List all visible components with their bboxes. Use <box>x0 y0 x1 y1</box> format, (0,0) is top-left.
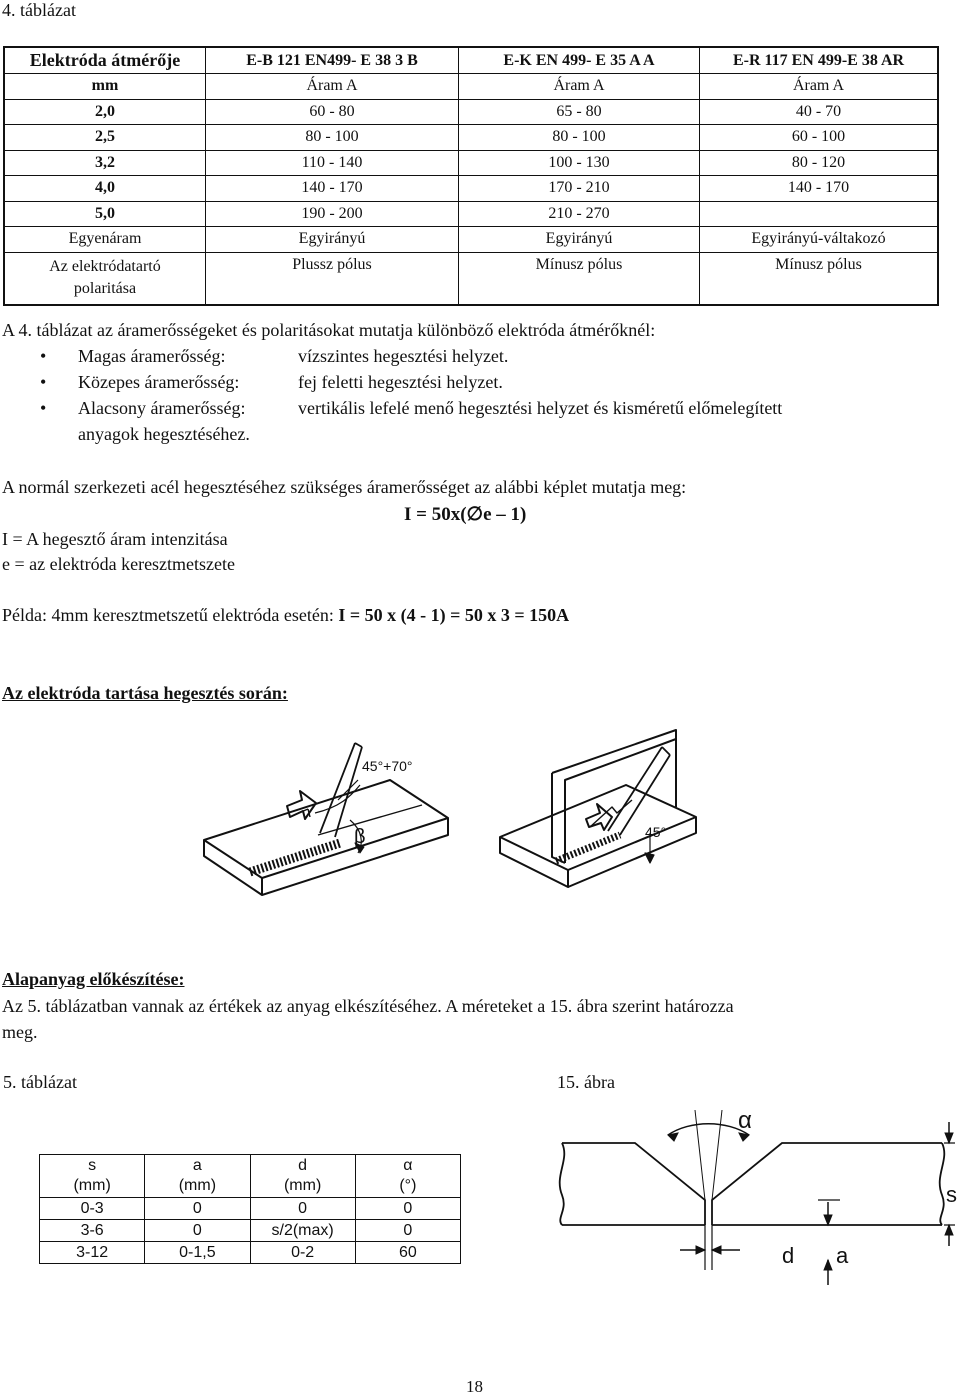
table4-cell: mm <box>4 74 206 100</box>
table4-cell: Mínusz pólus <box>459 252 700 305</box>
table4-cell: 40 - 70 <box>700 99 939 125</box>
table5-cell: 0 <box>355 1198 460 1220</box>
table5-cell: 0 <box>250 1198 355 1220</box>
table4-cell: Mínusz pólus <box>775 255 862 273</box>
prep-text-line1: Az 5. táblázatban vannak az értékek az anyag elkészítéséhez. A méreteket a 15. ábra szerint határozza <box>2 996 734 1016</box>
header-symbol: a <box>192 1157 202 1174</box>
formula-intro: A normál szerkezeti acél hegesztéséhez szükséges áramerősséget az alábbi képlet mutatja meg: <box>2 477 687 497</box>
table4-caption: 4. táblázat <box>2 0 76 20</box>
prep-text-line2: meg. <box>2 1022 38 1042</box>
angle-label-beta: β <box>354 826 366 848</box>
bullet-label: Magas áramerősség: <box>78 346 226 366</box>
bullet-dot: • <box>40 372 47 392</box>
table4-cell: 170 - 210 <box>459 176 700 202</box>
table5-caption: 5. táblázat <box>3 1072 77 1092</box>
header-symbol: s <box>88 1157 97 1174</box>
bullet-value: vertikális lefelé menő hegesztési helyzet és kisméretű előmelegített <box>298 398 783 418</box>
table5-cell: s/2(max) <box>250 1220 355 1242</box>
table5-cell: 3-6 <box>40 1220 145 1242</box>
header-unit: (°) <box>399 1177 417 1194</box>
table4-cell: 110 - 140 <box>206 150 459 176</box>
welding-figures <box>190 725 710 925</box>
fig15-label-s: s <box>946 1182 957 1207</box>
section-heading-prep: Alapanyag előkészítése: <box>2 969 185 989</box>
table5-header <box>355 1155 460 1198</box>
page-number: 18 <box>466 1377 483 1396</box>
table4-cell: 65 - 80 <box>459 99 700 125</box>
definition-i: I = A hegesztő áram intenzitása <box>2 529 228 549</box>
bullet-label: Közepes áramerősség: <box>78 372 240 392</box>
table5-cell: 0-2 <box>250 1242 355 1264</box>
table-row <box>40 1242 461 1264</box>
figure15-v-groove <box>550 1100 960 1300</box>
table4-cell: 2,0 <box>4 99 206 125</box>
example-calculation: I = 50 x (4 - 1) = 50 x 3 = 150A <box>338 605 570 625</box>
table4-cell <box>4 252 206 305</box>
table4-cell: 60 - 100 <box>700 125 939 151</box>
table-row <box>4 201 938 227</box>
formula: I = 50x(∅e – 1) <box>404 504 527 525</box>
table4-cell: Egyirányú-váltakozó <box>700 227 939 253</box>
table4-cell <box>700 201 939 227</box>
table-row <box>4 227 938 253</box>
table-row <box>40 1220 461 1242</box>
table5 <box>39 1154 461 1264</box>
table4-cell: 2,5 <box>4 125 206 151</box>
example-line <box>2 605 569 626</box>
table-row <box>4 176 938 202</box>
table4-cell: 5,0 <box>4 201 206 227</box>
table4-cell: 80 - 100 <box>206 125 459 151</box>
header-unit: (mm) <box>178 1177 217 1194</box>
table5-cell: 0 <box>355 1220 460 1242</box>
bullet-value: fej feletti hegesztési helyzet. <box>298 372 503 392</box>
table4-cell: 210 - 270 <box>459 201 700 227</box>
table5-cell: 0 <box>145 1220 250 1242</box>
table5-cell: 0-1,5 <box>145 1242 250 1264</box>
table4-cell: Egyirányú <box>206 227 459 253</box>
table5-cell: 0-3 <box>40 1198 145 1220</box>
t-joint-drawing <box>500 730 696 887</box>
bullet-value: vízszintes hegesztési helyzet. <box>298 346 509 366</box>
table4 <box>3 46 939 306</box>
table4-cell: 190 - 200 <box>206 201 459 227</box>
table4-header: E-R 117 EN 499-E 38 AR <box>700 47 939 74</box>
header-unit: (mm) <box>73 1177 111 1194</box>
table5-header <box>40 1155 145 1198</box>
table4-cell: Áram A <box>700 74 939 100</box>
angle-label-2: 45° <box>645 824 667 840</box>
table4-cell: 80 - 100 <box>459 125 700 151</box>
table5-header <box>250 1155 355 1198</box>
header-symbol: d <box>298 1157 308 1174</box>
table-row <box>40 1198 461 1220</box>
table5-header <box>145 1155 250 1198</box>
table4-cell: Plussz pólus <box>206 252 459 305</box>
table5-cell: 60 <box>355 1242 460 1264</box>
section-heading-holding: Az elektróda tartása hegesztés során: <box>2 683 288 703</box>
table4-cell: Áram A <box>459 74 700 100</box>
bullet-value-continuation: anyagok hegesztéséhez. <box>78 424 250 444</box>
table4-cell: Áram A <box>206 74 459 100</box>
angle-label-1: 45°+70° <box>362 758 413 774</box>
table4-cell: 60 - 80 <box>206 99 459 125</box>
definition-e: e = az elektróda keresztmetszete <box>2 554 236 574</box>
table4-cell: 140 - 170 <box>700 176 939 202</box>
table4-cell: 80 - 120 <box>700 150 939 176</box>
header-unit: (mm) <box>283 1177 322 1194</box>
table4-header: E-K EN 499- E 35 A A <box>459 47 700 74</box>
table-row <box>4 99 938 125</box>
example-label: Példa: 4mm keresztmetszetű elektróda esetén: <box>2 605 339 625</box>
table4-cell-line: Az elektródatartó <box>49 257 161 275</box>
table-row <box>4 125 938 151</box>
table-row <box>4 150 938 176</box>
table5-cell: 3-12 <box>40 1242 145 1264</box>
table-row <box>4 252 938 305</box>
table4-cell: 4,0 <box>4 176 206 202</box>
bullet-dot: • <box>40 346 47 366</box>
table4-header: E-B 121 EN499- E 38 3 B <box>206 47 459 74</box>
fig15-label-d: d <box>782 1243 795 1268</box>
table4-cell: 100 - 130 <box>459 150 700 176</box>
table4-cell: Egyirányú <box>459 227 700 253</box>
bullet-dot: • <box>40 398 47 418</box>
table4-header-row <box>4 47 938 74</box>
bullet-label: Alacsony áramerősség: <box>78 398 246 418</box>
table4-cell: Egyenáram <box>4 227 206 253</box>
fig15-label-alpha: α <box>738 1107 752 1134</box>
fig15-label-a: a <box>836 1243 849 1268</box>
figure15-caption: 15. ábra <box>557 1072 615 1092</box>
table4-units-row <box>4 74 938 100</box>
table5-cell: 0 <box>145 1198 250 1220</box>
table5-header-row <box>40 1155 461 1198</box>
table4-cell: 140 - 170 <box>206 176 459 202</box>
header-symbol: α <box>403 1157 413 1174</box>
intro-text: A 4. táblázat az áramerősségeket és polaritásokat mutatja különböző elektróda átmérőknél: <box>2 320 656 340</box>
table4-header: Elektróda átmérője <box>4 47 206 74</box>
table4-cell: 3,2 <box>4 150 206 176</box>
table4-cell-line: polaritása <box>73 279 137 297</box>
